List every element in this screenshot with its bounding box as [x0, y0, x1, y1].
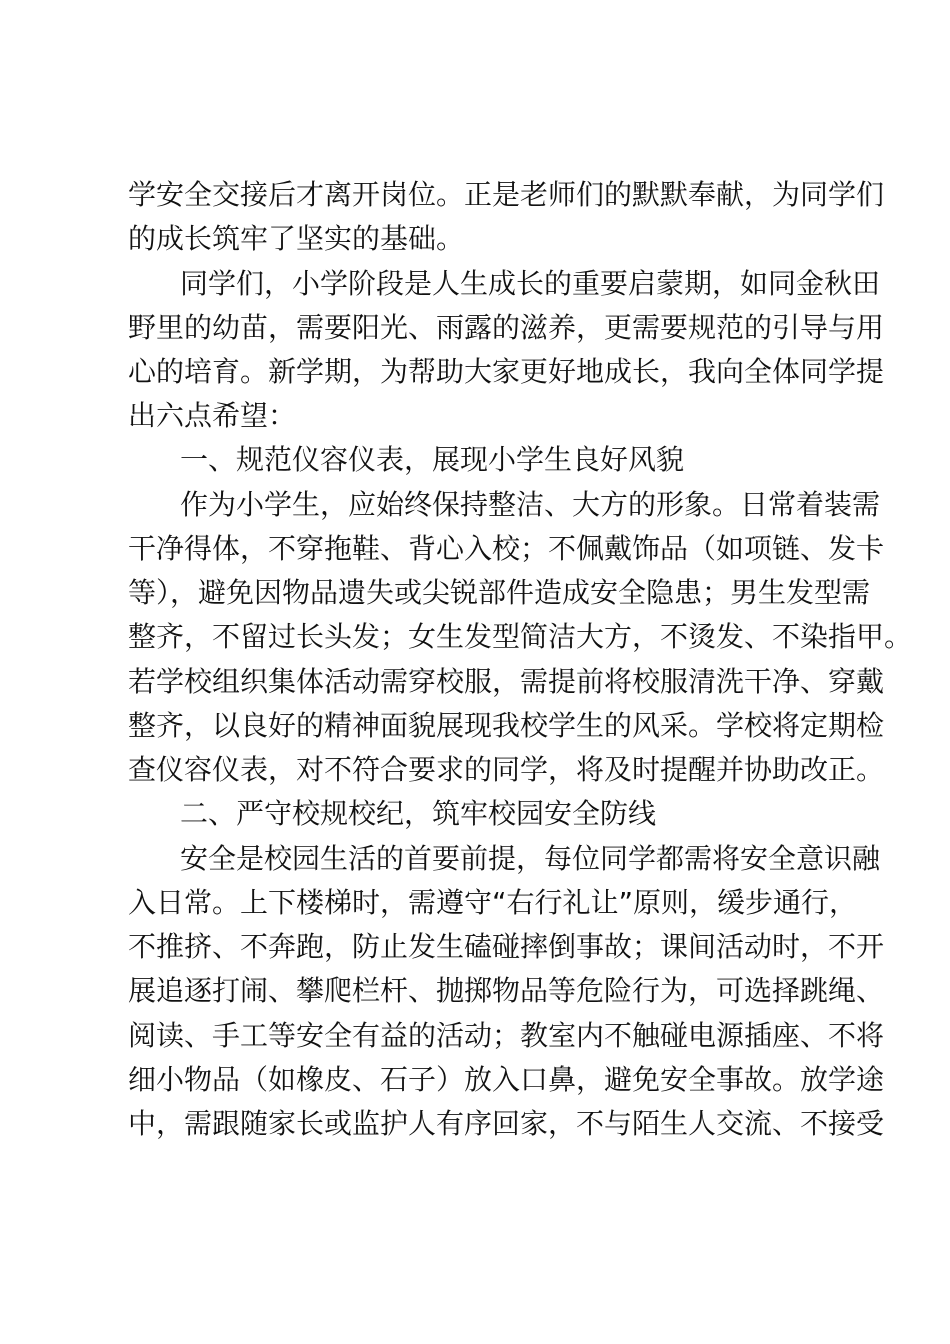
body-line: 入日常。上下楼梯时，需遵守“右行礼让”原则，缓步通行，	[128, 886, 858, 919]
body-line: 若学校组织集体活动需穿校服，需提前将校服清洗干净、穿戴	[128, 665, 885, 698]
body-line: 细小物品（如橡皮、石子）放入口鼻，避免安全事故。放学途	[128, 1063, 885, 1096]
body-line: 野里的幼苗，需要阳光、雨露的滋养，更需要规范的引导与用	[128, 311, 885, 344]
body-line: 出六点希望：	[128, 399, 297, 432]
body-line: 中，需跟随家长或监护人有序回家，不与陌生人交流、不接受	[128, 1107, 885, 1140]
body-line: 学安全交接后才离开岗位。正是老师们的默默奉献，为同学们	[128, 178, 885, 211]
paragraph-first-line: 安全是校园生活的首要前提，每位同学都需将安全意识融	[180, 842, 881, 875]
body-line: 展追逐打闹、攀爬栏杆、抛掷物品等危险行为，可选择跳绳、	[128, 974, 885, 1007]
body-line: 阅读、手工等安全有益的活动；教室内不触碰电源插座、不将	[128, 1019, 885, 1052]
body-line: 的成长筑牢了坚实的基础。	[128, 222, 465, 255]
body-line: 等），避免因物品遗失或尖锐部件造成安全隐患；男生发型需	[128, 576, 871, 609]
body-line: 整齐，以良好的精神面貌展现我校学生的风采。学校将定期检	[128, 709, 885, 742]
paragraph-first-line: 作为小学生，应始终保持整洁、大方的形象。日常着装需	[180, 488, 881, 521]
body-line: 干净得体，不穿拖鞋、背心入校；不佩戴饰品（如项链、发卡	[128, 532, 885, 565]
body-line: 不推挤、不奔跑，防止发生磕碰摔倒事故；课间活动时，不开	[128, 930, 885, 963]
body-line: 心的培育。新学期，为帮助大家更好地成长，我向全体同学提	[128, 355, 885, 388]
section-heading-2: 二、严守校规校纪，筑牢校园安全防线	[180, 797, 657, 830]
body-line: 整齐，不留过长头发；女生发型简洁大方，不烫发、不染指甲。	[128, 620, 913, 653]
paragraph-first-line: 同学们，小学阶段是人生成长的重要启蒙期，如同金秋田	[180, 267, 881, 300]
section-heading-1: 一、规范仪容仪表，展现小学生良好风貌	[180, 443, 685, 476]
body-line: 查仪容仪表，对不符合要求的同学，将及时提醒并协助改正。	[128, 753, 885, 786]
